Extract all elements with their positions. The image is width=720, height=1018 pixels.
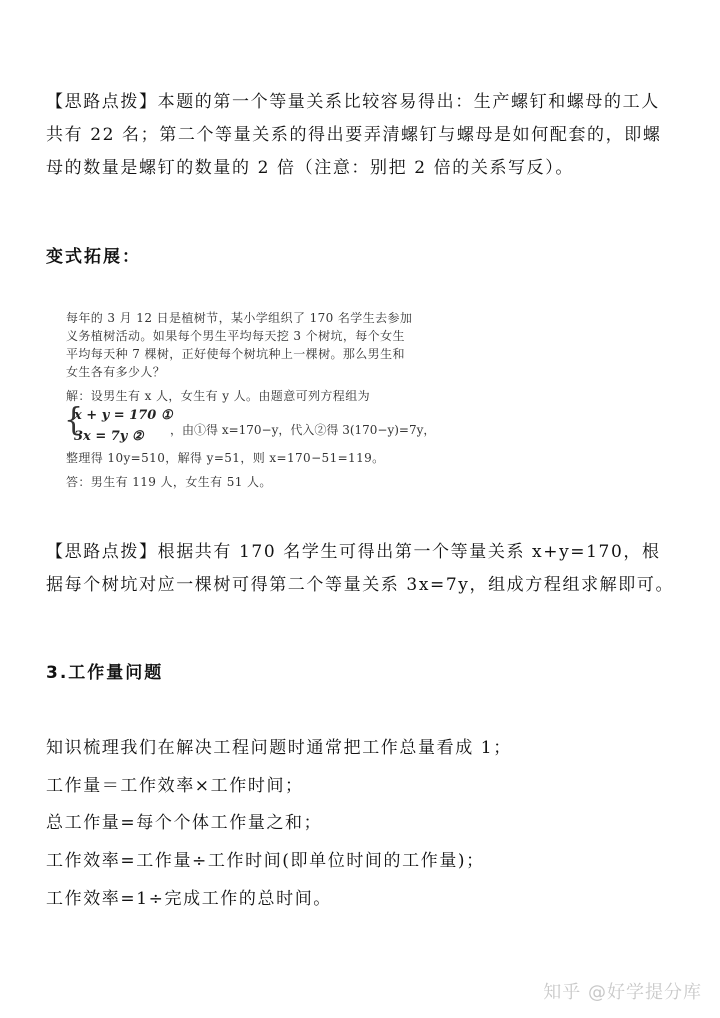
example-problem-line: 女生各有多少人？ bbox=[66, 365, 166, 379]
substitution-text: ，由①得 x=170−y，代入②得 3(170−y)=7y， bbox=[170, 423, 436, 437]
example-problem-line: 义务植树活动。如果每个男生平均每天挖 3 个树坑，每个女生 bbox=[66, 329, 405, 343]
knowledge-line: 工作效率=工作量÷工作时间(即单位时间的工作量)； bbox=[46, 851, 485, 871]
equation-1: x + y = 170 ① bbox=[74, 408, 173, 423]
equation-2: 3x = 7y ② bbox=[74, 429, 144, 444]
knowledge-line: 工作效率=1÷完成工作的总时间。 bbox=[46, 889, 332, 909]
knowledge-line: 工作量＝工作效率×工作时间； bbox=[46, 776, 304, 796]
knowledge-line: 知识梳理我们在解决工程问题时通常把工作总量看成 1； bbox=[46, 738, 512, 758]
example-image bbox=[60, 305, 436, 495]
hint-paragraph-2: 【思路点拨】根据共有 170 名学生可得出第一个等量关系 x+y=170，根据每个树坑对应一棵树可得第二个等量关系 3x=7y，组成方程组求解即可。 bbox=[46, 542, 675, 595]
hint-paragraph-1: 【思路点拨】本题的第一个等量关系比较容易得出：生产螺钉和螺母的工人共有 22 名；第二个等量关系的得出要弄清螺钉与螺母是如何配套的，即螺母的数量是螺钉的数量的 2 倍（注意：别把 2 倍的关系写反）。 bbox=[46, 92, 662, 178]
variation-heading: 变式拓展： bbox=[46, 247, 141, 267]
section-heading: 3.工作量问题 bbox=[46, 663, 164, 683]
answer-text: 答：男生有 119 人，女生有 51 人。 bbox=[66, 475, 272, 489]
example-problem-line: 每年的 3 月 12 日是植树节，某小学组织了 170 名学生去参加 bbox=[66, 311, 413, 325]
simplify-text: 整理得 10y=510，解得 y=51，则 x=170−51=119。 bbox=[66, 451, 385, 465]
knowledge-line: 总工作量=每个个体工作量之和； bbox=[46, 813, 323, 833]
brace-symbol: { bbox=[64, 402, 84, 439]
watermark-text: 知乎 @好学提分库 bbox=[543, 982, 702, 1003]
example-problem-line: 平均每天种 7 棵树，正好使每个树坑种上一棵树。那么男生和 bbox=[66, 347, 405, 361]
example-solution-intro: 解：设男生有 x 人，女生有 y 人。由题意可列方程组为 bbox=[66, 389, 371, 403]
